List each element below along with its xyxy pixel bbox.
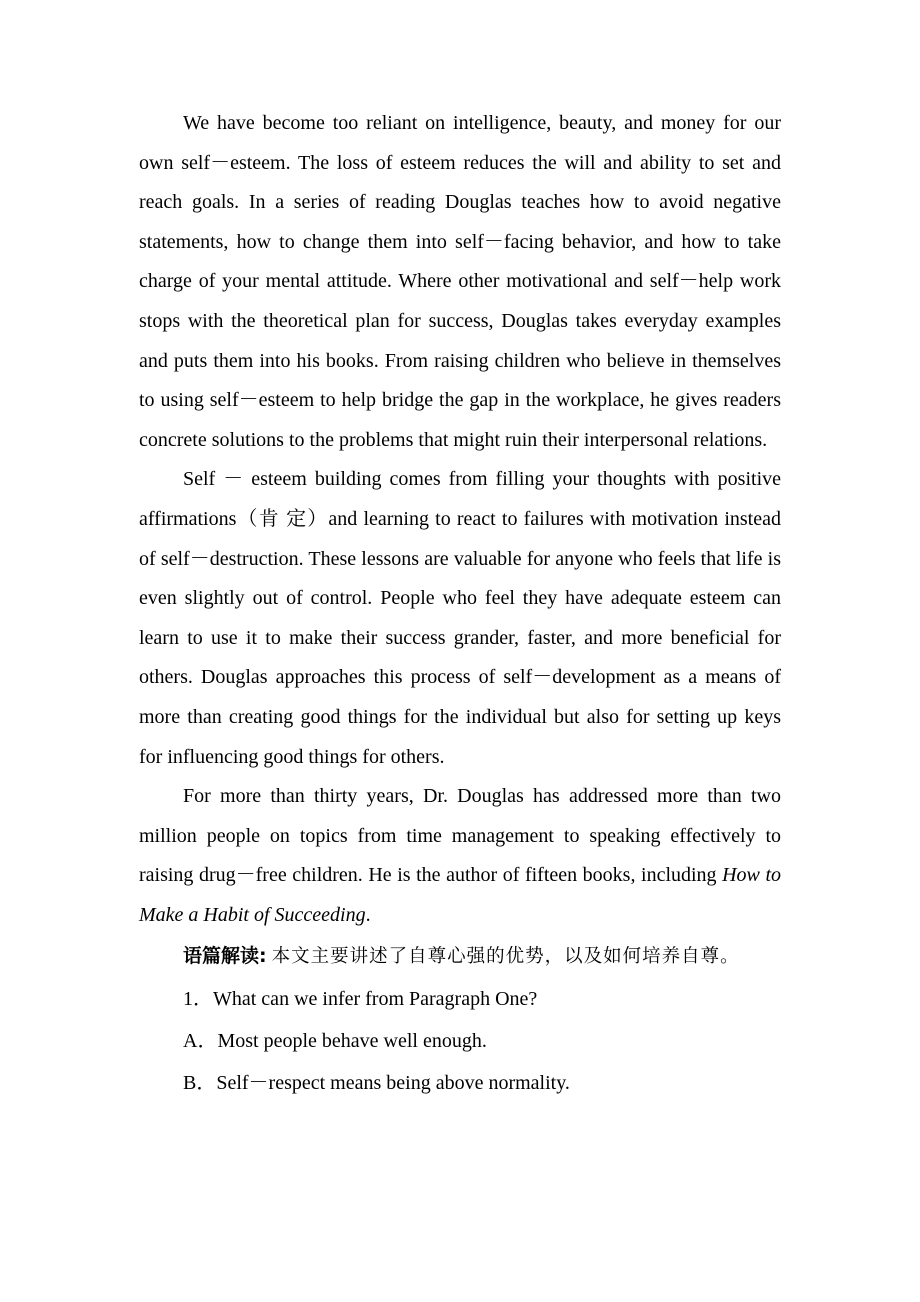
option-b: B．Self－respect means being above normality. — [183, 1072, 570, 1095]
question-stem: 1．What can we infer from Paragraph One? — [183, 988, 538, 1011]
analysis-label: 语篇解读: — [183, 945, 267, 968]
book-title: How to Make a Habit of Succeeding — [139, 864, 781, 926]
paragraph-3-end: . — [365, 903, 371, 926]
analysis-text: 本文主要讲述了自尊心强的优势，以及如何培养自尊。 — [271, 946, 740, 968]
paragraph-2: Self － esteem building comes from filling your thoughts with positive affirmations（肯 定）and learning to react to failures with motivation instead of self－destruction. These lessons are valuable for anyone who feels that life is even slightly out of control. People who feel they have adequate esteem can learn to use it to make their success grander, faster, and more beneficial for others. Douglas approaches this process of self－development as a means of more than creating good things for the individual but also for setting up keys for influencing good things for others. — [139, 468, 781, 768]
document-page — [139, 104, 781, 1104]
paragraph-1: We have become too reliant on intelligence, beauty, and money for our own self－esteem. The loss of esteem reduces the will and ability to set and reach goals. In a series of reading Douglas teaches how to avoid negative statements, how to change them into self－facing behavior, and how to take charge of your mental attitude. Where other motivational and self－help work stops with the theoretical plan for success, Douglas takes everyday examples and puts them into his books. From raising children who believe in themselves to using self－esteem to help bridge the gap in the workplace, he gives readers concrete solutions to the problems that might ruin their interpersonal relations. — [139, 112, 781, 451]
option-a: A．Most people behave well enough. — [183, 1030, 487, 1053]
paragraph-3 — [139, 777, 781, 935]
analysis-note — [139, 935, 781, 978]
paragraph-3-text: For more than thirty years, Dr. Douglas has addressed more than two million people on topics from time management to speaking effectively to raising drug－free children. He is the author of fifteen books, including — [139, 785, 781, 887]
